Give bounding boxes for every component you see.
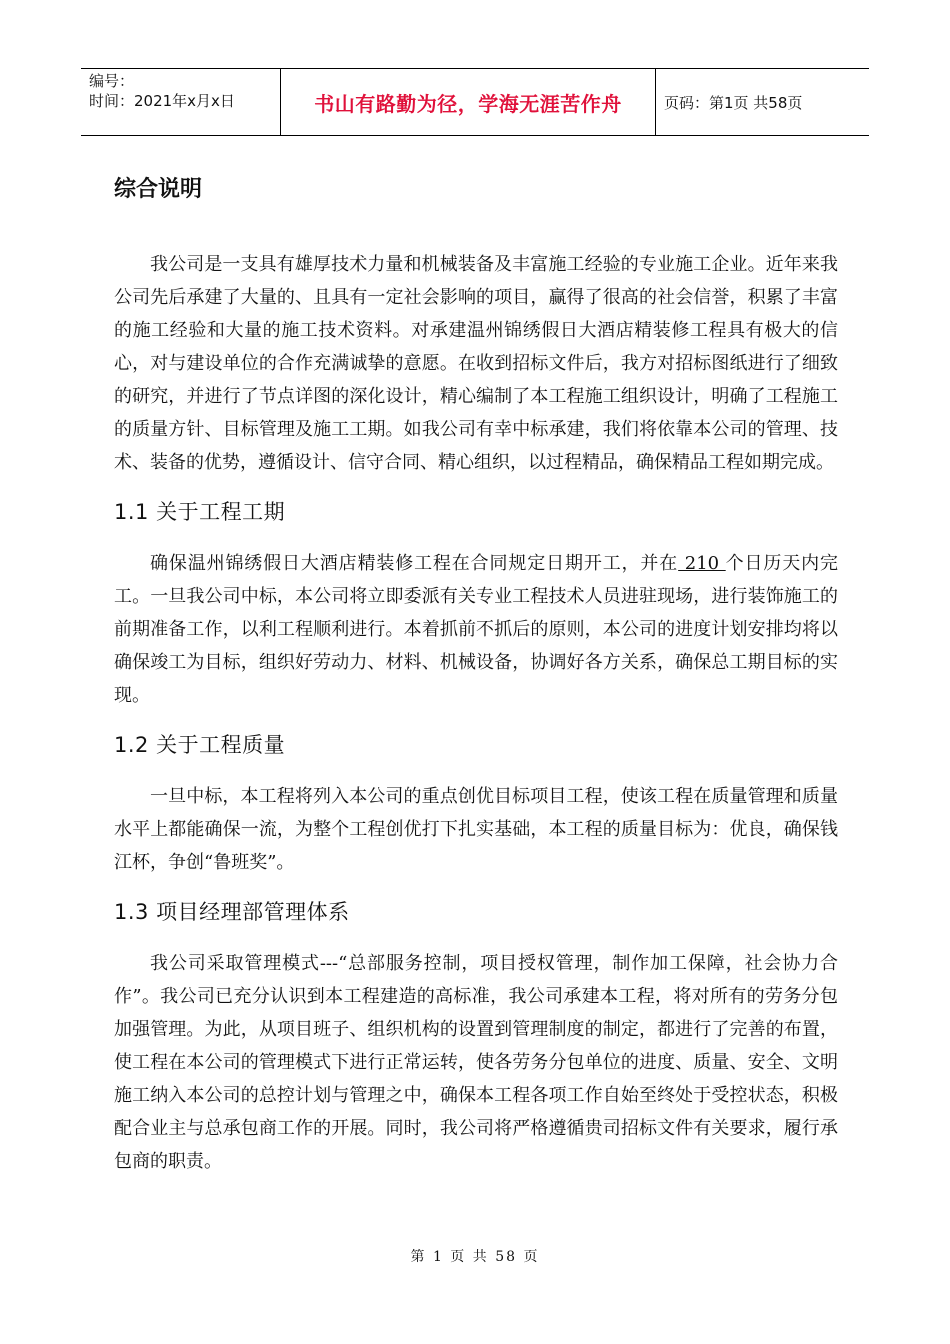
header-meta <box>81 69 281 135</box>
intro-paragraph: 我公司是一支具有雄厚技术力量和机械装备及丰富施工经验的专业施工企业。近年来我公司先后承建了大量的、且具有一定社会影响的项目，赢得了很高的社会信誉，积累了丰富的施工经验和大量的施工技术资料。对承建温州锦绣假日大酒店精装修工程具有极大的信心，对与建设单位的合作充满诚挚的意愿。在收到招标文件后，我方对招标图纸进行了细致的研究，并进行了节点详图的深化设计，精心编制了本工程施工组织设计，明确了工程施工的质量方针、目标管理及施工工期。如我公司有幸中标承建，我们将依靠本公司的管理、技术、装备的优势，遵循设计、信守合同、精心组织，以过程精品，确保精品工程如期完成。 <box>114 254 838 473</box>
section-paragraph-schedule <box>114 547 838 712</box>
document-title: 综合说明 <box>114 177 203 202</box>
header-page-info: 页码：第1页 共58页 <box>664 93 803 112</box>
document-body <box>114 170 838 1178</box>
page-header <box>81 68 869 136</box>
document-time-label: 时间：2021年x月x日 <box>89 92 235 110</box>
page-footer: 第 1 页 共 58 页 <box>410 1249 540 1265</box>
document-code-label: 编号： <box>89 72 135 90</box>
section-paragraph-management: 我公司采取管理模式---“总部服务控制，项目授权管理，制作加工保障，社会协力合作”。我公司已充分认识到本工程建造的高标准，我公司承建本工程，将对所有的劳务分包加强管理。为此，从项目班子、组织机构的设置到管理制度的制定，都进行了完善的布置，使工程在本公司的管理模式下进行正常运转，使各劳务分包单位的进度、质量、安全、文明施工纳入本公司的总控计划与管理之中，确保本工程各项工作自始至终处于受控状态，积极配合业主与总承包商工作的开展。同时，我公司将严格遵循贵司招标文件有关要求，履行承包商的职责。 <box>114 953 838 1172</box>
header-motto: 书山有路勤为径，学海无涯苦作舟 <box>281 69 656 135</box>
section-heading-management: 1.3 项目经理部管理体系 <box>114 900 350 924</box>
schedule-days-value: 210 <box>678 553 726 574</box>
section-heading-schedule: 1.1 关于工程工期 <box>114 500 286 524</box>
section-heading-quality: 1.2 关于工程质量 <box>114 733 286 757</box>
schedule-text-before: 确保温州锦绣假日大酒店精装修工程在合同规定日期开工，并在 <box>150 553 679 574</box>
schedule-text-after: 个日历天内完工。一旦我公司中标，本公司将立即委派有关专业工程技术人员进驻现场，进行装饰施工的前期准备工作，以利工程顺利进行。本着抓前不抓后的原则，本公司的进度计划安排均将以确保竣工为目标，组织好劳动力、材料、机械设备，协调好各方关系，确保总工期目标的实现。 <box>114 553 838 706</box>
section-paragraph-quality: 一旦中标，本工程将列入本公司的重点创优目标项目工程，使该工程在质量管理和质量水平上都能确保一流，为整个工程创优打下扎实基础，本工程的质量目标为：优良，确保钱江杯，争创“鲁班奖”。 <box>114 786 838 873</box>
